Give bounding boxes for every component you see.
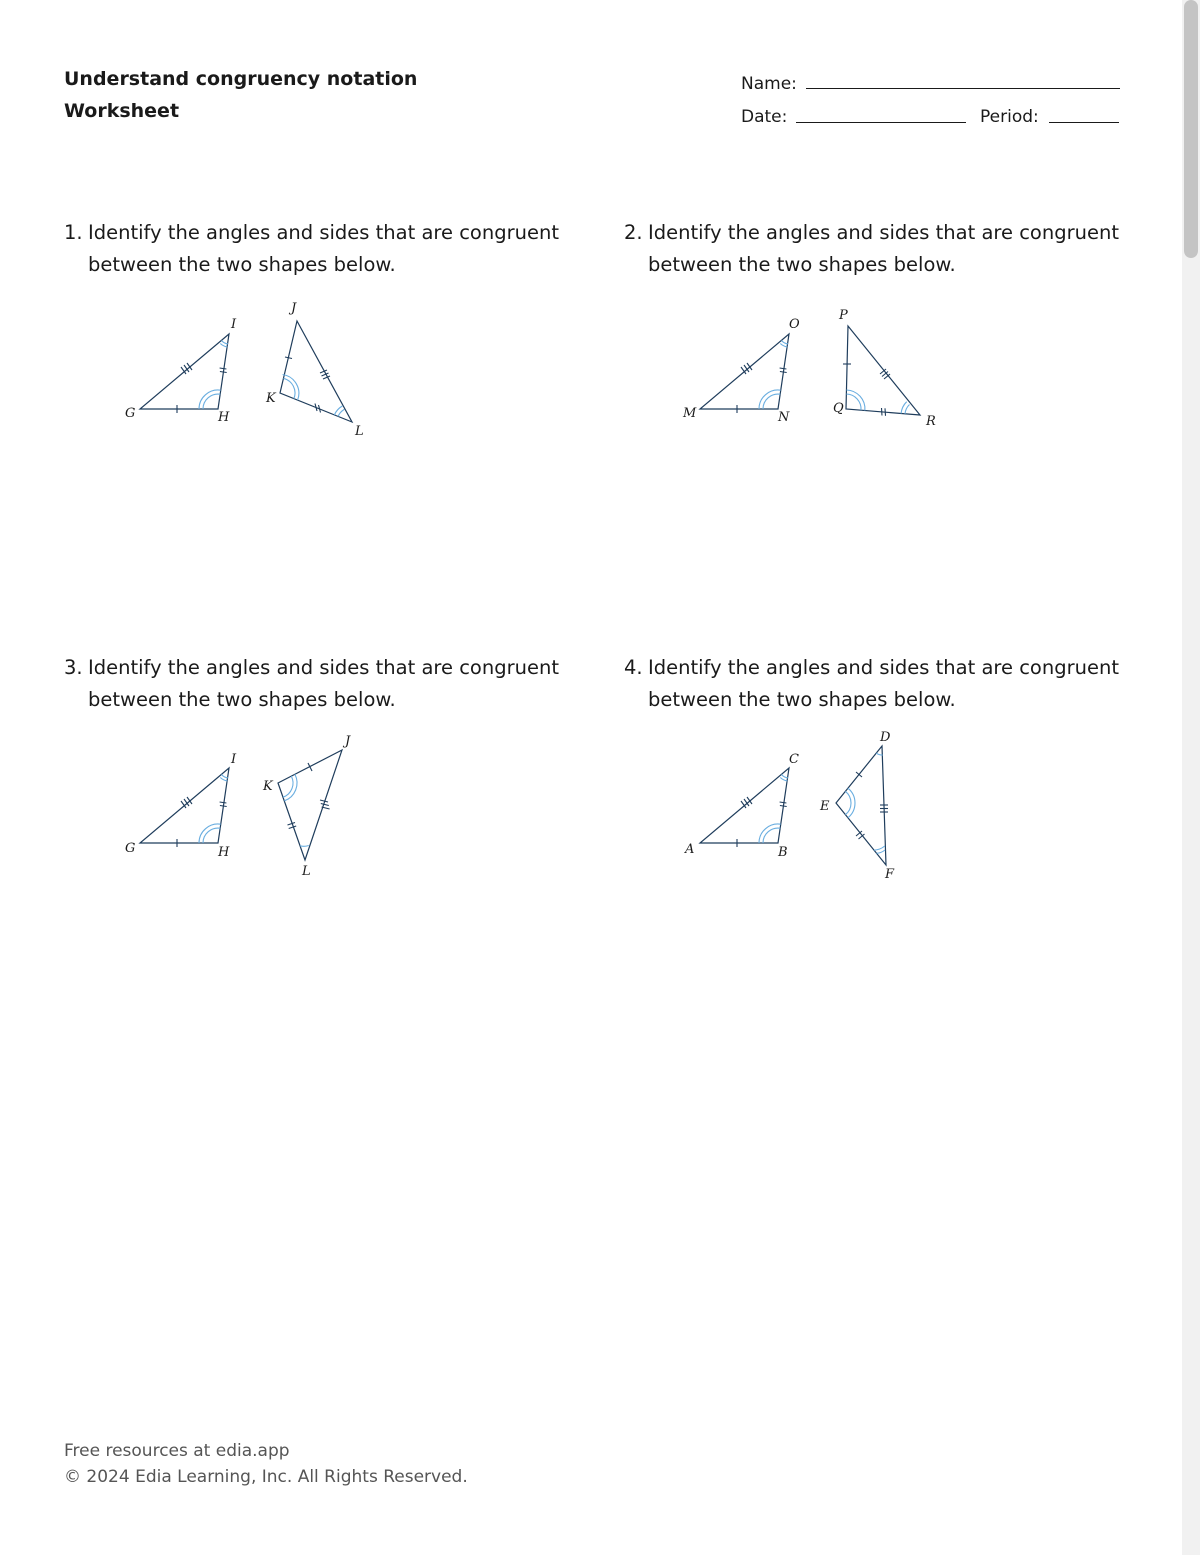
vertex-label: K <box>266 391 276 406</box>
vertex-label: D <box>880 730 891 745</box>
vertex-label: K <box>263 779 273 794</box>
vertex-label: A <box>685 842 695 857</box>
vertex-label: P <box>839 308 848 323</box>
vertex-label: I <box>231 752 237 767</box>
question-number: 3. <box>64 656 83 679</box>
vertex-label: G <box>125 406 136 421</box>
vertex-label: E <box>820 799 830 814</box>
vertex-label: B <box>778 845 788 860</box>
vertex-label: H <box>218 845 230 860</box>
vertex-label: J <box>291 301 297 316</box>
question-text-line2: between the two shapes below. <box>648 253 956 276</box>
footer-resources: Free resources at edia.app <box>64 1441 290 1461</box>
footer-copyright: © 2024 Edia Learning, Inc. All Rights Reserved. <box>64 1467 468 1487</box>
period-label: Period: <box>980 107 1039 127</box>
vertex-label: H <box>218 410 230 425</box>
question-text-line1: Identify the angles and sides that are congruent <box>88 656 559 679</box>
question-text-line1: Identify the angles and sides that are congruent <box>88 221 559 244</box>
scrollbar-thumb[interactable] <box>1184 0 1198 258</box>
vertex-label: R <box>926 414 936 429</box>
triangle-def <box>836 746 886 865</box>
figure-q1 <box>125 301 364 439</box>
triangle-pqr <box>846 326 920 415</box>
question-text-line1: Identify the angles and sides that are congruent <box>648 221 1119 244</box>
figure-q2 <box>682 308 936 429</box>
question-number: 2. <box>624 221 643 244</box>
vertex-label: L <box>355 424 364 439</box>
vertex-label: L <box>302 864 311 879</box>
question-text-line2: between the two shapes below. <box>88 253 396 276</box>
question-text-line1: Identify the angles and sides that are congruent <box>648 656 1119 679</box>
question-text-line2: between the two shapes below. <box>648 688 956 711</box>
worksheet-title: Understand congruency notation <box>64 68 418 90</box>
scrollbar-track[interactable] <box>1182 0 1200 1555</box>
vertex-label: F <box>885 867 895 882</box>
question-text-line2: between the two shapes below. <box>88 688 396 711</box>
figure-q3 <box>125 734 351 879</box>
vertex-label: I <box>231 317 237 332</box>
name-label: Name: <box>741 74 797 94</box>
vertex-label: J <box>345 734 351 749</box>
figure-q4 <box>684 730 895 882</box>
vertex-label: O <box>789 317 800 332</box>
vertex-label: G <box>125 841 136 856</box>
vertex-label: M <box>683 406 697 421</box>
vertex-label: Q <box>833 401 844 416</box>
question-number: 1. <box>64 221 83 244</box>
date-label: Date: <box>741 107 788 127</box>
worksheet-subtitle: Worksheet <box>64 100 180 122</box>
question-number: 4. <box>624 656 643 679</box>
vertex-label: C <box>789 752 799 767</box>
vertex-label: N <box>778 410 790 425</box>
